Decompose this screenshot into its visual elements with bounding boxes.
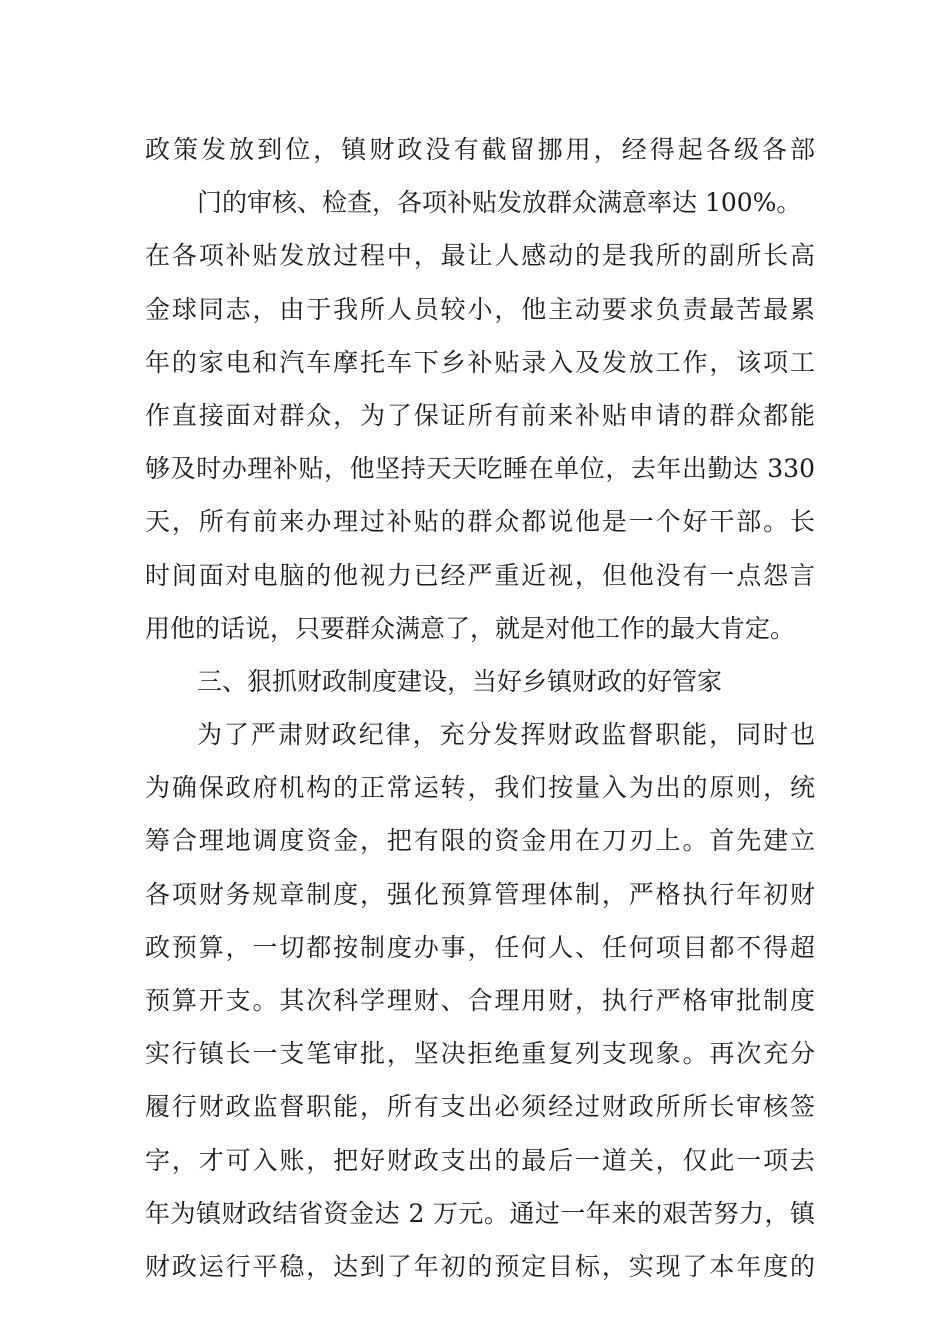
text-line: 作直接面对群众，为了保证所有前来补贴申请的群众都能 xyxy=(145,400,815,430)
text-line: 在各项补贴发放过程中，最让人感动的是我所的副所长高 xyxy=(145,241,815,271)
text-line: 门的审核、检查，各项补贴发放群众满意率达 100%。 xyxy=(197,188,802,218)
text-line: 天，所有前来办理过补贴的群众都说他是一个好干部。长 xyxy=(145,507,815,537)
text-line: 为了严肃财政纪律，充分发挥财政监督职能，同时也 xyxy=(197,720,815,750)
text-line: 年的家电和汽车摩托车下乡补贴录入及发放工作，该项工 xyxy=(145,347,815,377)
text-line: 政策发放到位，镇财政没有截留挪用，经得起各级各部 xyxy=(145,135,815,164)
text-line: 金球同志，由于我所人员较小，他主动要求负责最苦最累 xyxy=(145,294,815,324)
text-line: 财政运行平稳，达到了年初的预定目标，实现了本年度的 xyxy=(145,1251,815,1281)
text-line: 各项财务规章制度，强化预算管理体制，严格执行年初财 xyxy=(145,879,815,909)
text-line: 政预算，一切都按制度办事，任何人、任何项目都不得超 xyxy=(145,932,815,962)
text-line: 履行财政监督职能，所有支出必须经过财政所所长审核签 xyxy=(145,1092,815,1122)
section-heading: 三、狠抓财政制度建设，当好乡镇财政的好管家 xyxy=(197,666,723,696)
text-line: 用他的话说，只要群众满意了，就是对他工作的最大肯定。 xyxy=(145,613,796,643)
text-line: 筹合理地调度资金，把有限的资金用在刀刃上。首先建立 xyxy=(145,826,815,856)
text-line: 年为镇财政结省资金达 2 万元。通过一年来的艰苦努力，镇 xyxy=(145,1198,815,1228)
text-line: 时间面对电脑的他视力已经严重近视，但他没有一点怨言 xyxy=(145,560,815,590)
text-line: 为确保政府机构的正常运转，我们按量入为出的原则，统 xyxy=(145,773,815,803)
document-body xyxy=(145,126,815,1296)
text-line: 够及时办理补贴，他坚持天天吃睡在单位，去年出勤达 330 xyxy=(145,454,815,484)
text-line: 实行镇长一支笔审批，坚决拒绝重复列支现象。再次充分 xyxy=(145,1039,815,1069)
text-line: 预算开支。其次科学理财、合理用财，执行严格审批制度 xyxy=(145,986,815,1015)
text-line: 字，才可入账，把好财政支出的最后一道关，仅此一项去 xyxy=(145,1145,815,1175)
